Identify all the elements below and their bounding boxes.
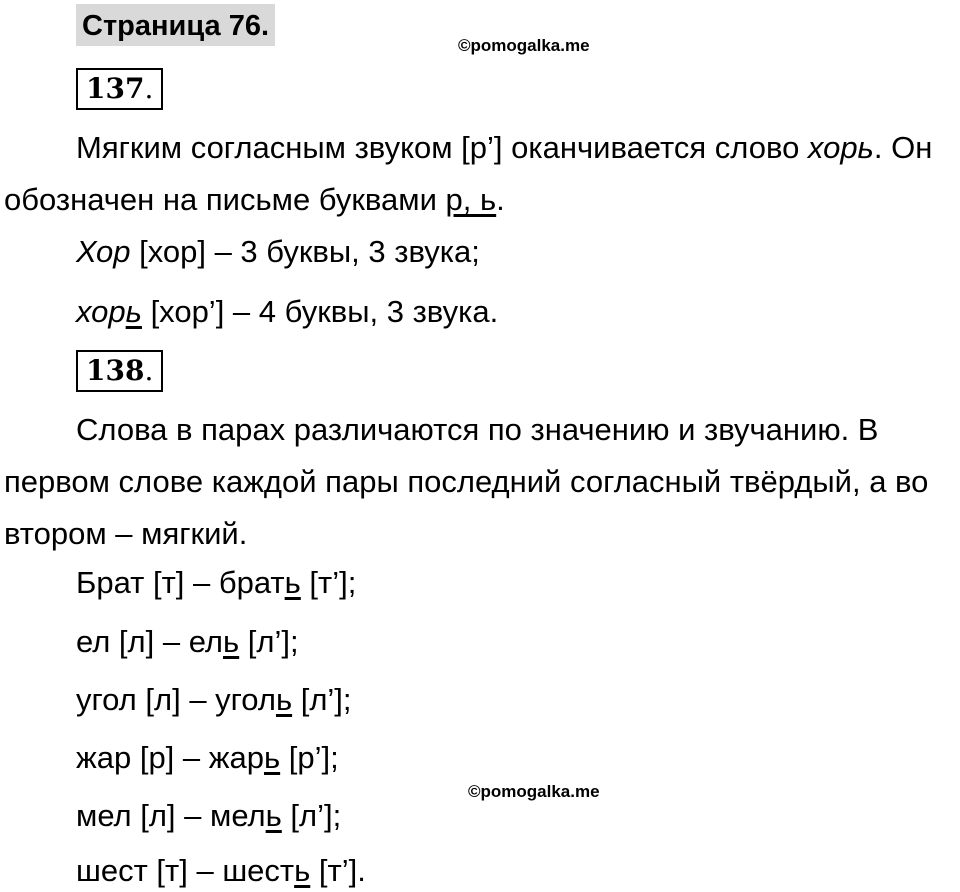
line-word-base: хор: [76, 294, 126, 329]
pair-sound: [р’];: [280, 740, 339, 775]
pair-soft-sign: ь: [223, 624, 240, 659]
watermark-top: ©pomogalka.me: [458, 36, 590, 55]
pair-first: мел [л] –: [76, 798, 211, 833]
pair-sound: [л’];: [281, 798, 342, 833]
pair-soft-sign: ь: [294, 853, 311, 888]
line-word-soft-sign: ь: [125, 294, 142, 329]
task-number: 138: [86, 354, 145, 387]
line-rest: [хор] – 3 буквы, 3 звука;: [130, 234, 480, 269]
pair-sound: [т’].: [310, 853, 366, 888]
task-number-138: [76, 350, 163, 392]
task-138-paragraph: Слова в парах различаются по значению и звучанию. В первом слове каждой пары последний согласный твёрдый, а во втором – мягкий.: [4, 412, 929, 551]
task-number-dot: .: [144, 354, 154, 387]
task-137-paragraph: [4, 122, 958, 226]
page-title: Страница 76.: [76, 4, 275, 46]
pair-second-base: ел: [188, 624, 224, 659]
para-text-1: Мягким согласным звуком [р’] оканчивается слово: [76, 130, 808, 165]
pair-line-6: [76, 851, 366, 891]
pair-sound: [л’];: [292, 682, 352, 717]
pair-line-5: [76, 796, 341, 836]
pair-second-base: брат: [218, 565, 285, 600]
pair-second-base: жар: [208, 740, 264, 775]
para-word-italic: хорь: [807, 130, 874, 165]
task-137-line-2: [76, 292, 498, 332]
pair-second-base: шест: [222, 853, 295, 888]
pair-soft-sign: ь: [275, 682, 293, 717]
task-number-137: [76, 68, 163, 110]
pair-first: угол [л] –: [76, 682, 216, 717]
pair-line-3: [76, 680, 352, 720]
line-rest: [хор’] – 4 буквы, 3 звука.: [141, 294, 499, 329]
pair-sound: [т’];: [300, 565, 357, 600]
para-text-2: . Он обозначен на письме буквами: [4, 130, 933, 217]
task-137-line-1: [76, 232, 480, 272]
line-word: Хор: [76, 234, 131, 269]
para-letters-underlined: р, ь: [445, 182, 497, 217]
pair-sound: [л’];: [239, 624, 299, 659]
pair-second-base: мел: [210, 798, 266, 833]
pair-soft-sign: ь: [284, 565, 301, 600]
pair-second-base: угол: [215, 682, 276, 717]
pair-first: жар [р] –: [76, 740, 209, 775]
task-number-dot: .: [144, 72, 154, 105]
pair-first: ел [л] –: [76, 624, 189, 659]
task-number: 137: [86, 72, 145, 105]
watermark-bottom: ©pomogalka.me: [468, 782, 600, 801]
para-end: .: [496, 182, 505, 217]
pair-soft-sign: ь: [263, 740, 281, 775]
pair-line-1: [76, 563, 356, 603]
pair-line-2: [76, 622, 299, 662]
pair-first: шест [т] –: [76, 853, 223, 888]
pair-line-4: [76, 738, 339, 778]
pair-first: Брат [т] –: [76, 565, 219, 600]
pair-soft-sign: ь: [265, 798, 282, 833]
